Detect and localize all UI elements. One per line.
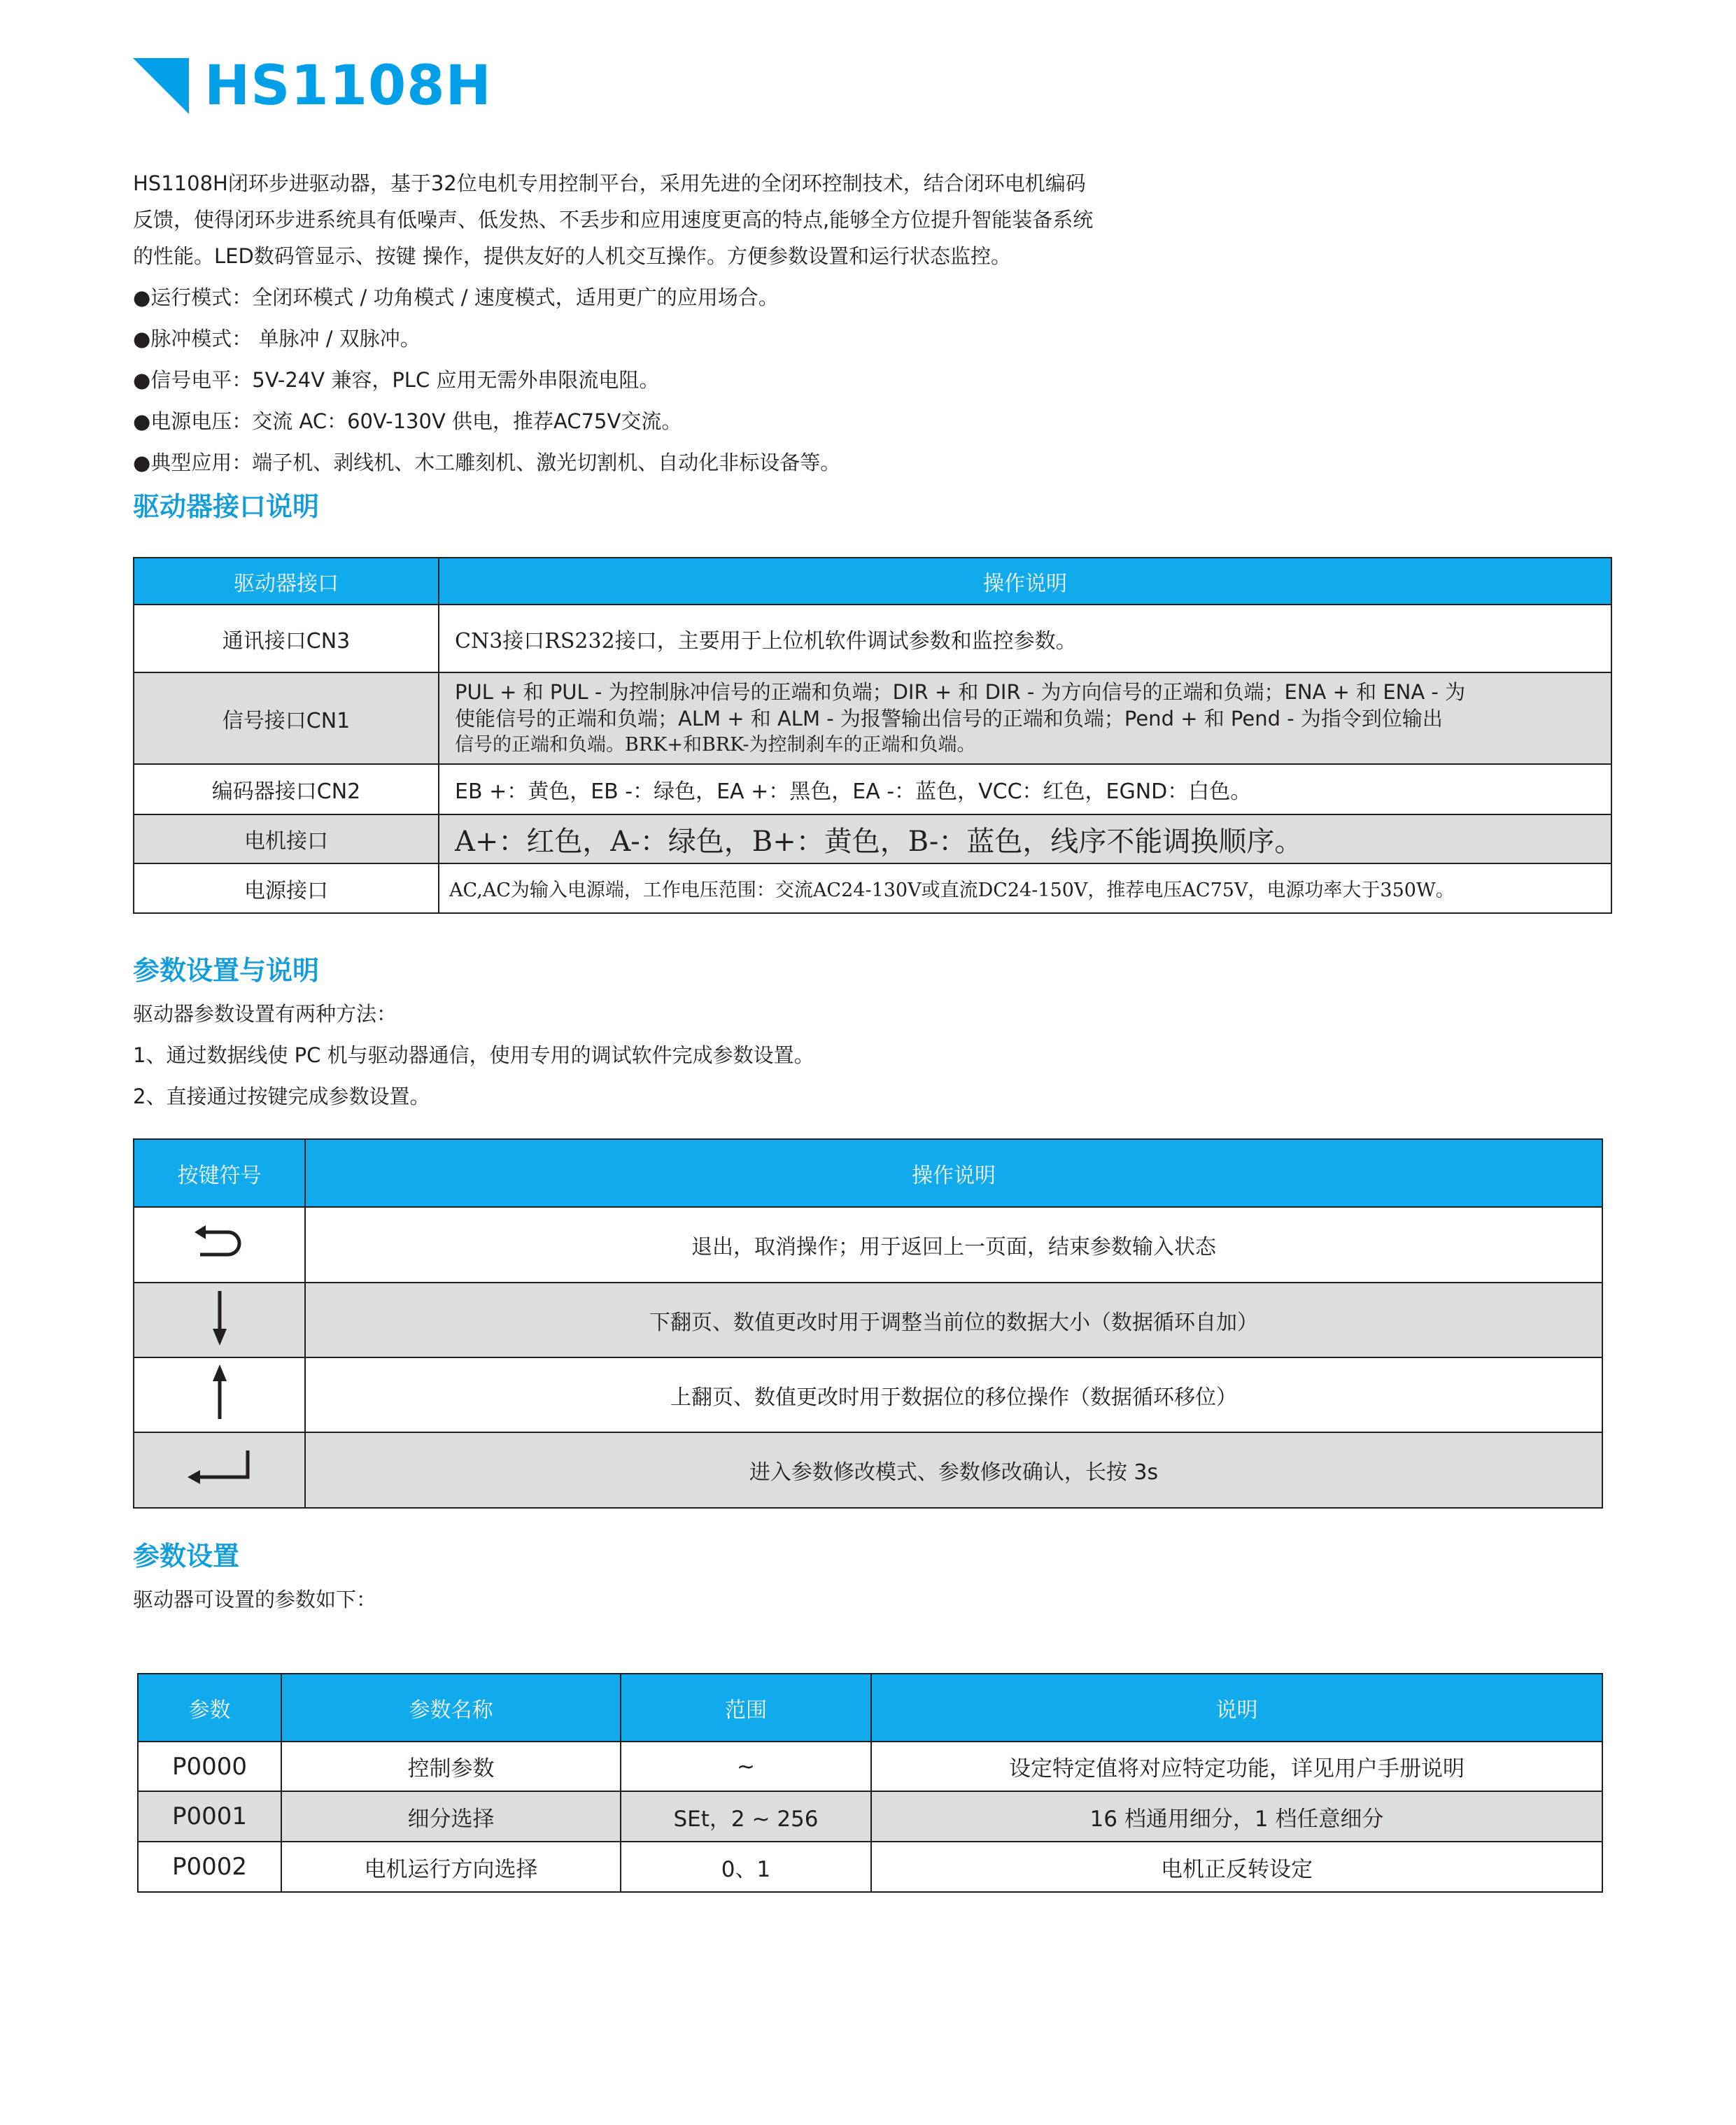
- intro-line: 的性能。LED数码管显示、按键 操作，提供友好的人机交互操作。方便参数设置和运行状态监控。: [133, 244, 1012, 268]
- column-header: 参数名称: [281, 1674, 621, 1742]
- column-header: 操作说明: [439, 558, 1611, 605]
- key-symbol-cell: [134, 1207, 305, 1283]
- param-range-cell: 0、1: [621, 1842, 871, 1892]
- param-name-cell: 细分选择: [281, 1791, 621, 1842]
- feature-item: ●运行模式：全闭环模式 / 功角模式 / 速度模式，适用更广的应用场合。: [133, 285, 779, 309]
- column-header: 按键符号: [134, 1139, 305, 1207]
- port-cell: 信号接口CN1: [134, 672, 439, 764]
- param-desc-cell: 电机正反转设定: [871, 1842, 1602, 1892]
- enter-arrow-icon: [185, 1446, 255, 1488]
- port-cell: 电机接口: [134, 814, 439, 863]
- params-table: [137, 1673, 1603, 1893]
- column-header: 参数: [138, 1674, 281, 1742]
- intro-line: 反馈，使得闭环步进系统具有低噪声、低发热、不丢步和应用速度更高的特点,能够全方位提升智能装备系统: [133, 208, 1094, 232]
- desc-line: PUL + 和 PUL - 为控制脉冲信号的正端和负端；DIR + 和 DIR - 为方向信号的正端和负端；ENA + 和 ENA - 为: [455, 679, 1466, 704]
- param-name-cell: 控制参数: [281, 1742, 621, 1791]
- params-intro-heading: 参数设置与说明: [133, 955, 320, 986]
- key-symbol-cell: [134, 1357, 305, 1432]
- param-range-cell: SEt，2 ~ 256: [621, 1791, 871, 1842]
- params-subtitle: 驱动器可设置的参数如下：: [133, 1588, 377, 1611]
- port-cell: 电源接口: [134, 863, 439, 913]
- key-desc-cell: 下翻页、数值更改时用于调整当前位的数据大小（数据循环自加）: [305, 1283, 1602, 1357]
- intro-paragraph: [133, 165, 1266, 274]
- params-heading: 参数设置: [133, 1541, 240, 1572]
- feature-list: [133, 277, 840, 483]
- key-symbol-cell: [134, 1283, 305, 1357]
- param-code-cell: P0000: [138, 1742, 281, 1791]
- down-arrow-icon: [206, 1288, 234, 1347]
- corner-triangle-icon: [133, 58, 189, 114]
- key-table: [133, 1138, 1603, 1509]
- return-arrow-icon: [192, 1221, 248, 1263]
- key-desc-cell: 退出，取消操作；用于返回上一页面，结束参数输入状态: [305, 1207, 1602, 1283]
- interface-table: [133, 557, 1612, 914]
- feature-item: ●脉冲模式： 单脉冲 / 双脉冲。: [133, 327, 421, 351]
- desc-cell: [439, 672, 1611, 764]
- feature-item: ●信号电平：5V-24V 兼容，PLC 应用无需外串限流电阻。: [133, 368, 660, 392]
- desc-cell: CN3接口RS232接口，主要用于上位机软件调试参数和监控参数。: [439, 605, 1611, 672]
- desc-cell: EB +：黄色，EB -：绿色，EA +：黑色，EA -：蓝色，VCC：红色，EGND：白色。: [439, 764, 1611, 814]
- title-block: [133, 55, 492, 118]
- params-intro-line: 驱动器参数设置有两种方法：: [133, 1002, 397, 1026]
- feature-item: ●典型应用：端子机、剥线机、木工雕刻机、激光切割机、自动化非标设备等。: [133, 451, 841, 474]
- column-header: 范围: [621, 1674, 871, 1742]
- param-desc-cell: 设定特定值将对应特定功能，详见用户手册说明: [871, 1742, 1602, 1791]
- desc-cell: AC,AC为输入电源端，工作电压范围：交流AC24-130V或直流DC24-150V，推荐电压AC75V，电源功率大于350W。: [439, 863, 1611, 913]
- key-desc-cell: 上翻页、数值更改时用于数据位的移位操作（数据循环移位）: [305, 1357, 1602, 1432]
- param-desc-cell: 16 档通用细分，1 档任意细分: [871, 1791, 1602, 1842]
- intro-line: HS1108H闭环步进驱动器，基于32位电机专用控制平台，采用先进的全闭环控制技术，结合闭环电机编码: [133, 171, 1086, 195]
- port-cell: 编码器接口CN2: [134, 764, 439, 814]
- column-header: 说明: [871, 1674, 1602, 1742]
- column-header: 操作说明: [305, 1139, 1602, 1207]
- param-code-cell: P0001: [138, 1791, 281, 1842]
- key-desc-cell: 进入参数修改模式、参数修改确认，长按 3s: [305, 1432, 1602, 1508]
- key-symbol-cell: [134, 1432, 305, 1508]
- page-title: HS1108H: [204, 55, 492, 118]
- param-name-cell: 电机运行方向选择: [281, 1842, 621, 1892]
- params-intro-line: 1、通过数据线使 PC 机与驱动器通信，使用专用的调试软件完成参数设置。: [133, 1043, 814, 1067]
- desc-cell: A+：红色，A-：绿色，B+：黄色，B-：蓝色，线序不能调换顺序。: [439, 814, 1611, 863]
- up-arrow-icon: [206, 1363, 234, 1422]
- interface-section-heading: 驱动器接口说明: [133, 491, 320, 522]
- param-range-cell: ~: [621, 1742, 871, 1791]
- desc-line: 信号的正端和负端。BRK+和BRK-为控制刹车的正端和负端。: [455, 733, 976, 756]
- feature-item: ●电源电压：交流 AC：60V-130V 供电，推荐AC75V交流。: [133, 409, 682, 433]
- params-intro-line: 2、直接通过按键完成参数设置。: [133, 1085, 430, 1108]
- column-header: 驱动器接口: [134, 558, 439, 605]
- param-code-cell: P0002: [138, 1842, 281, 1892]
- desc-line: 使能信号的正端和负端；ALM + 和 ALM - 为报警输出信号的正端和负端；Pend + 和 Pend - 为指令到位输出: [455, 706, 1443, 730]
- port-cell: 通讯接口CN3: [134, 605, 439, 672]
